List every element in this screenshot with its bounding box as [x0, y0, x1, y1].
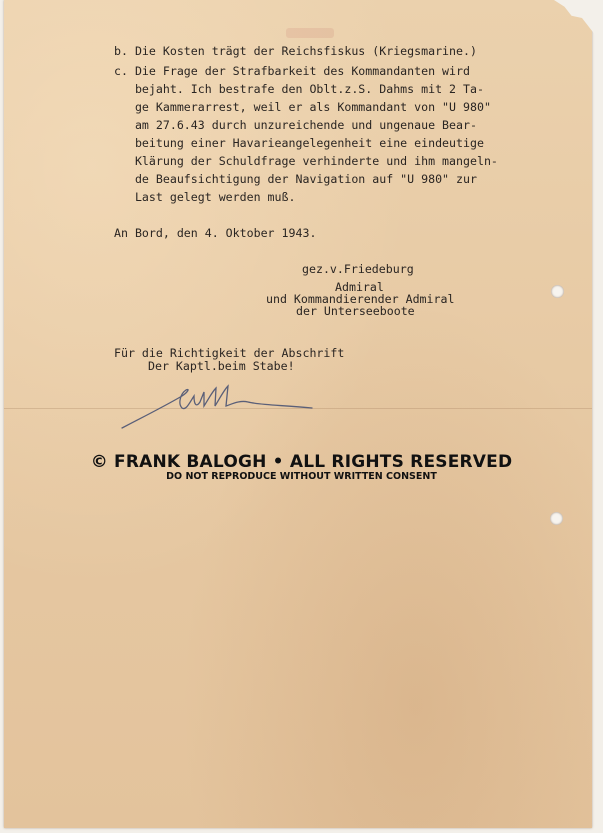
handwritten-signature: [120, 378, 320, 433]
place-date: An Bord, den 4. Oktober 1943.: [114, 226, 317, 240]
item-b-line: b. Die Kosten trägt der Reichsfiskus (Kriegsmarine.): [114, 44, 477, 58]
copyright-notice: DO NOT REPRODUCE WITHOUT WRITTEN CONSENT: [166, 471, 437, 482]
certification-line2: Der Kaptl.beim Stabe!: [148, 359, 295, 373]
item-c-line: bejaht. Ich bestrafe den Oblt.z.S. Dahms mit 2 Ta-: [114, 82, 484, 96]
item-c-line: beitung einer Havarieangelegenheit eine eindeutige: [114, 136, 484, 150]
faint-stamp-mark: [286, 28, 334, 38]
item-c-line: Klärung der Schuldfrage verhinderte und ihm mangeln-: [114, 154, 498, 168]
signature-rank: Admiral: [335, 280, 384, 294]
copyright-watermark: © FRANK BALOGH • ALL RIGHTS RESERVED: [90, 452, 513, 472]
item-c-line: de Beaufsichtigung der Navigation auf "U 980" zur: [114, 172, 477, 186]
item-c: [114, 64, 498, 204]
signature-unit: der Unterseeboote: [296, 304, 415, 318]
certification-line1: Für die Richtigkeit der Abschrift: [114, 346, 345, 360]
item-c-line: Last gelegt werden muß.: [114, 190, 296, 204]
item-c-line: am 27.6.43 durch unzureichende und ungenaue Bear-: [114, 118, 477, 132]
signature-gez: gez.v.Friedeburg: [302, 262, 414, 276]
signature-title: und Kommandierender Admiral: [266, 292, 455, 306]
item-c-line: ge Kammerarrest, weil er als Kommandant von "U 980": [114, 100, 491, 114]
punch-hole-lower: [550, 512, 563, 525]
item-c-line: c. Die Frage der Strafbarkeit des Kommandanten wird: [114, 64, 470, 78]
punch-hole-upper: [551, 285, 564, 298]
